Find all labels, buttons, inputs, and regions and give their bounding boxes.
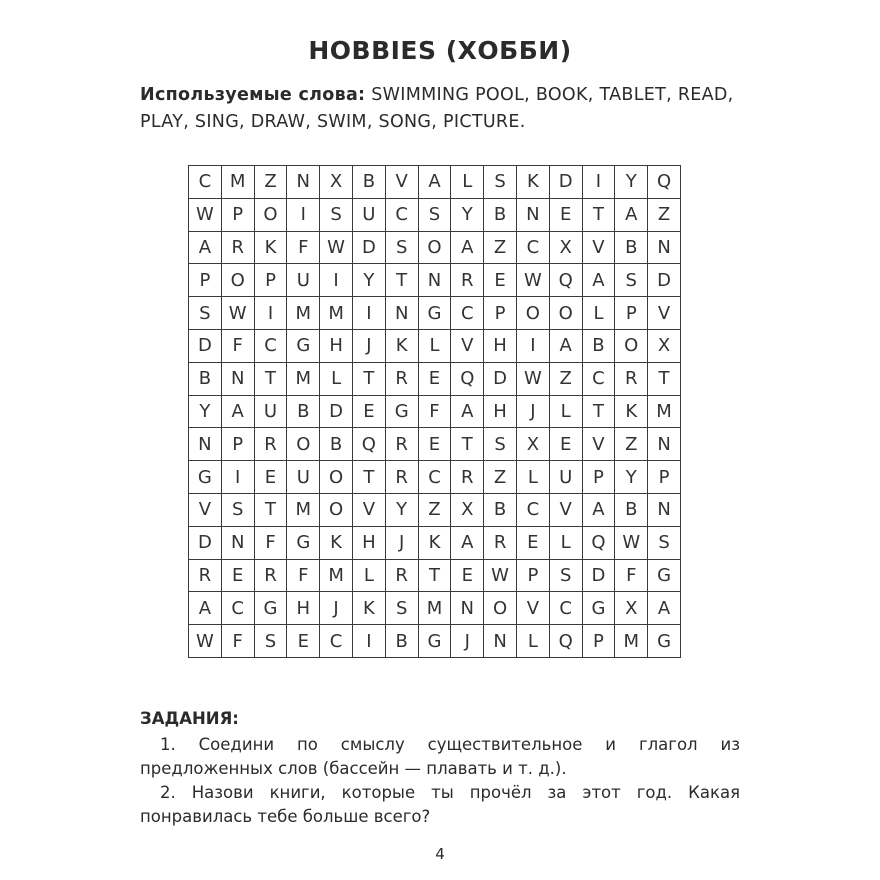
grid-cell: E [516,526,549,559]
grid-cell: E [287,625,320,658]
grid-cell: S [254,625,287,658]
grid-cell: R [385,362,418,395]
grid-cell: W [221,297,254,330]
grid-cell: N [648,493,681,526]
grid-cell: D [648,264,681,297]
grid-cell: O [418,231,451,264]
grid-cell: X [615,592,648,625]
grid-cell: C [189,166,222,199]
grid-cell: E [254,461,287,494]
grid-cell: G [418,297,451,330]
grid-cell: E [221,559,254,592]
grid-cell: N [418,264,451,297]
grid-cell: Y [451,198,484,231]
grid-cell: R [451,461,484,494]
grid-cell: O [320,493,353,526]
grid-row [189,493,681,526]
grid-cell: G [582,592,615,625]
grid-cell: A [582,264,615,297]
tasks-heading: ЗАДАНИЯ: [140,709,239,728]
grid-cell: J [516,395,549,428]
grid-row [189,428,681,461]
task-item-1: 1. Соедини по смыслу существительное и глагол из предложенных слов (бассейн — плавать и т. д.). [140,735,740,778]
grid-cell: N [648,428,681,461]
grid-cell: N [648,231,681,264]
grid-cell: C [582,362,615,395]
grid-cell: K [418,526,451,559]
grid-cell: F [221,329,254,362]
grid-cell: N [189,428,222,461]
grid-cell: P [189,264,222,297]
grid-cell: V [352,493,385,526]
grid-row [189,198,681,231]
grid-cell: H [287,592,320,625]
grid-cell: K [320,526,353,559]
grid-cell: O [320,461,353,494]
grid-cell: D [484,362,517,395]
grid-cell: B [352,166,385,199]
grid-cell: O [254,198,287,231]
grid-cell: M [287,297,320,330]
grid-cell: Z [549,362,582,395]
grid-cell: Q [352,428,385,461]
grid-row [189,297,681,330]
grid-row [189,166,681,199]
grid-cell: N [287,166,320,199]
grid-cell: U [287,264,320,297]
grid-cell: B [320,428,353,461]
grid-cell: V [451,329,484,362]
grid-cell: A [582,493,615,526]
grid-row [189,461,681,494]
grid-row [189,362,681,395]
word-search-grid [188,165,681,658]
grid-cell: C [385,198,418,231]
grid-cell: A [418,166,451,199]
grid-cell: A [549,329,582,362]
grid-cell: S [484,428,517,461]
grid-cell: E [549,198,582,231]
grid-cell: S [615,264,648,297]
grid-cell: C [320,625,353,658]
grid-cell: Z [254,166,287,199]
grid-cell: T [254,362,287,395]
grid-cell: B [582,329,615,362]
grid-cell: W [516,362,549,395]
grid-cell: M [418,592,451,625]
grid-cell: C [516,231,549,264]
grid-cell: L [516,625,549,658]
grid-cell: G [648,559,681,592]
grid-cell: F [221,625,254,658]
grid-cell: F [287,231,320,264]
grid-cell: Y [352,264,385,297]
grid-cell: J [385,526,418,559]
grid-cell: Z [615,428,648,461]
grid-row [189,592,681,625]
grid-cell: Q [648,166,681,199]
grid-cell: O [221,264,254,297]
grid-cell: W [189,198,222,231]
grid-cell: J [352,329,385,362]
grid-cell: O [287,428,320,461]
grid-cell: D [549,166,582,199]
grid-cell: S [189,297,222,330]
grid-cell: Z [484,461,517,494]
tasks-section [140,707,740,829]
grid-cell: W [516,264,549,297]
grid-cell: V [516,592,549,625]
grid-cell: P [221,428,254,461]
grid-cell: G [287,526,320,559]
grid-cell: B [615,493,648,526]
grid-cell: X [516,428,549,461]
grid-cell: K [385,329,418,362]
grid-cell: L [516,461,549,494]
grid-cell: T [451,428,484,461]
grid-cell: F [287,559,320,592]
grid-cell: V [582,428,615,461]
grid-cell: S [549,559,582,592]
grid-cell: O [516,297,549,330]
grid-cell: H [484,395,517,428]
grid-cell: T [352,461,385,494]
grid-cell: A [451,526,484,559]
grid-cell: I [582,166,615,199]
grid-cell: X [320,166,353,199]
grid-cell: N [484,625,517,658]
grid-cell: I [254,297,287,330]
grid-cell: Y [189,395,222,428]
grid-cell: R [254,428,287,461]
grid-cell: R [484,526,517,559]
grid-cell: V [189,493,222,526]
grid-cell: K [516,166,549,199]
grid-cell: D [320,395,353,428]
grid-cell: M [615,625,648,658]
grid-cell: P [582,461,615,494]
grid-cell: S [385,592,418,625]
grid-cell: L [549,526,582,559]
grid-cell: D [352,231,385,264]
grid-cell: N [451,592,484,625]
grid-cell: V [385,166,418,199]
grid-cell: D [189,526,222,559]
grid-cell: L [451,166,484,199]
grid-cell: W [615,526,648,559]
grid-cell: K [254,231,287,264]
grid-cell: A [189,592,222,625]
grid-cell: F [615,559,648,592]
task-item-2: 2. Назови книги, которые ты прочёл за этот год. Какая понравилась тебе больше всего? [140,783,740,826]
grid-cell: S [484,166,517,199]
grid-cell: H [484,329,517,362]
grid-cell: G [648,625,681,658]
grid-row [189,264,681,297]
grid-cell: S [320,198,353,231]
grid-cell: T [582,395,615,428]
grid-cell: E [418,428,451,461]
grid-cell: J [451,625,484,658]
grid-row [189,329,681,362]
grid-cell: M [221,166,254,199]
grid-cell: P [615,297,648,330]
grid-cell: C [254,329,287,362]
word-list-label: Используемые слова: [140,85,366,105]
grid-cell: N [221,526,254,559]
grid-cell: W [189,625,222,658]
grid-cell: B [615,231,648,264]
grid-cell: M [320,297,353,330]
grid-cell: K [615,395,648,428]
grid-cell: G [189,461,222,494]
word-list [140,82,740,136]
grid-cell: V [582,231,615,264]
grid-cell: T [254,493,287,526]
grid-cell: Y [615,461,648,494]
grid-cell: P [221,198,254,231]
grid-cell: Q [549,264,582,297]
grid-cell: R [385,559,418,592]
grid-cell: E [549,428,582,461]
grid-cell: R [385,461,418,494]
grid-cell: U [352,198,385,231]
grid-cell: T [385,264,418,297]
grid-cell: X [549,231,582,264]
grid-cell: I [352,297,385,330]
grid-cell: V [549,493,582,526]
grid-cell: O [615,329,648,362]
grid-cell: R [221,231,254,264]
grid-cell: C [451,297,484,330]
grid-cell: O [549,297,582,330]
grid-cell: B [287,395,320,428]
grid-cell: U [287,461,320,494]
grid-cell: C [221,592,254,625]
grid-cell: A [189,231,222,264]
grid-cell: P [254,264,287,297]
grid-cell: M [320,559,353,592]
grid-row [189,559,681,592]
grid-cell: F [254,526,287,559]
grid-row [189,231,681,264]
grid-cell: B [189,362,222,395]
grid-cell: E [352,395,385,428]
grid-cell: B [385,625,418,658]
grid-cell: N [516,198,549,231]
grid-cell: A [451,395,484,428]
grid-cell: G [254,592,287,625]
grid-cell: D [189,329,222,362]
grid-cell: F [418,395,451,428]
grid-cell: U [254,395,287,428]
grid-cell: T [648,362,681,395]
grid-cell: P [484,297,517,330]
grid-cell: D [582,559,615,592]
grid-cell: V [648,297,681,330]
grid-cell: U [549,461,582,494]
grid-cell: I [221,461,254,494]
grid-cell: R [451,264,484,297]
page-number: 4 [435,845,445,863]
grid-cell: Y [615,166,648,199]
grid-cell: O [484,592,517,625]
grid-cell: Q [582,526,615,559]
grid-cell: C [549,592,582,625]
grid-cell: E [418,362,451,395]
grid-cell: X [648,329,681,362]
grid-cell: T [582,198,615,231]
grid-cell: G [418,625,451,658]
grid-cell: P [516,559,549,592]
grid-cell: B [484,198,517,231]
grid-cell: M [287,362,320,395]
grid-cell: Z [484,231,517,264]
grid-cell: S [418,198,451,231]
grid-cell: B [484,493,517,526]
grid-cell: S [385,231,418,264]
grid-cell: R [385,428,418,461]
grid-row [189,625,681,658]
grid-cell: A [615,198,648,231]
grid-row [189,526,681,559]
grid-cell: M [648,395,681,428]
grid-cell: G [385,395,418,428]
grid-cell: E [451,559,484,592]
grid-cell: W [320,231,353,264]
grid-cell: A [451,231,484,264]
grid-cell: T [418,559,451,592]
grid-cell: I [352,625,385,658]
grid-cell: Q [549,625,582,658]
grid-cell: I [320,264,353,297]
grid-cell: P [648,461,681,494]
grid-cell: C [516,493,549,526]
grid-cell: R [615,362,648,395]
grid-cell: P [582,625,615,658]
grid-cell: E [484,264,517,297]
grid-cell: I [287,198,320,231]
page-title: HOBBIES (ХОББИ) [308,36,572,65]
grid-cell: C [418,461,451,494]
grid-cell: L [582,297,615,330]
grid-cell: H [320,329,353,362]
grid-cell: J [320,592,353,625]
grid-cell: R [254,559,287,592]
grid-cell: R [189,559,222,592]
grid-cell: H [352,526,385,559]
grid-row [189,395,681,428]
grid-cell: Z [418,493,451,526]
grid-cell: W [484,559,517,592]
grid-cell: L [418,329,451,362]
word-list-words: SWIMMING POOL, BOOK, TABLET, READ, PLAY, SING, DRAW, SWIM, SONG, PICTURE. [140,85,734,132]
grid-cell: S [221,493,254,526]
grid-cell: L [352,559,385,592]
grid-cell: N [385,297,418,330]
grid-cell: T [352,362,385,395]
grid-cell: I [516,329,549,362]
grid-cell: S [648,526,681,559]
grid-cell: Q [451,362,484,395]
grid-cell: Z [648,198,681,231]
grid-cell: X [451,493,484,526]
grid-cell: K [352,592,385,625]
grid-cell: A [221,395,254,428]
grid-cell: L [320,362,353,395]
grid-cell: Y [385,493,418,526]
grid-cell: L [549,395,582,428]
grid-cell: N [221,362,254,395]
grid-cell: A [648,592,681,625]
grid-cell: G [287,329,320,362]
grid-cell: M [287,493,320,526]
